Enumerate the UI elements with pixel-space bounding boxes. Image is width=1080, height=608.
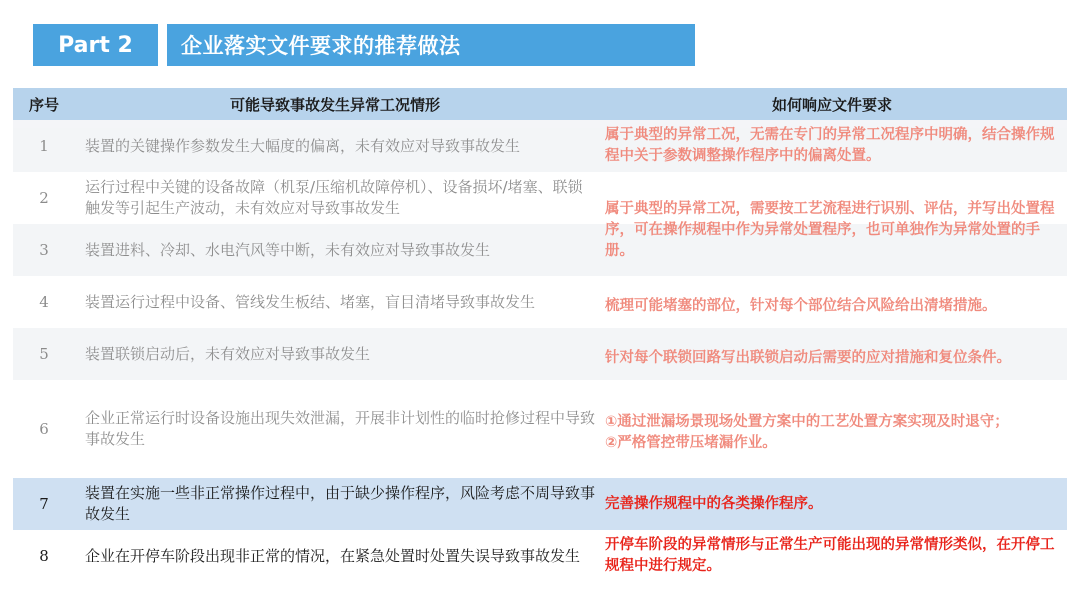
response-text: 梳理可能堵塞的部位，针对每个部位结合风险给出清堵措施。	[605, 297, 997, 314]
row-number: 7	[39, 494, 49, 513]
row-situation: 企业正常运行时设备设施出现失效泄漏，开展非计划性的临时抢修过程中导致事故发生	[85, 409, 596, 448]
response-7	[595, 478, 1067, 530]
response-text: 针对每个联锁回路写出联锁启动后需要的应对措施和复位条件。	[605, 349, 1011, 366]
response-text: 完善操作规程中的各类操作程序。	[605, 495, 823, 512]
recommendation-table	[13, 88, 1067, 582]
header-situation: 可能导致事故发生异常工况情形	[229, 95, 440, 114]
table-body	[13, 120, 1067, 582]
row-number: 4	[39, 292, 49, 311]
response-text: 开停车阶段的异常情形与正常生产可能出现的异常情形类似，在开停工规程中进行规定。	[605, 537, 1055, 574]
row-number: 8	[39, 546, 49, 565]
header-number: 序号	[28, 95, 59, 114]
row-number: 3	[39, 240, 49, 259]
row-situation: 运行过程中关键的设备故障（机泵/压缩机故障停机）、设备损坏/堵塞、联锁触发等引起生产波动，未有效应对导致事故发生	[85, 178, 583, 217]
row-situation: 装置进料、冷却、水电汽风等中断，未有效应对导致事故发生	[85, 240, 491, 259]
row-number: 2	[39, 188, 49, 207]
response-2-3	[595, 180, 1067, 280]
table-header	[13, 88, 1067, 120]
response-text: 属于典型的异常工况，无需在专门的异常工况程序中明确，结合操作规程中关于参数调整操作程序中的偏离处置。	[605, 127, 1055, 164]
part-label: Part 2	[33, 24, 158, 66]
response-text: ②严格管控带压堵漏作业。	[605, 435, 777, 451]
row-situation: 企业在开停车阶段出现非正常的情况，在紧急处置时处置失误导致事故发生	[85, 546, 581, 565]
response-text: ①通过泄漏场景现场处置方案中的工艺处置方案实现及时退守；	[605, 414, 1009, 430]
response-text: 属于典型的异常工况，需要按工艺流程进行识别、评估，并写出处置程序，可在操作规程中作为异常处置程序，也可单独作为异常处置的手册。	[605, 200, 1055, 259]
row-situation: 装置运行过程中设备、管线发生板结、堵塞，盲目清堵导致事故发生	[85, 292, 536, 311]
header-response: 如何响应文件要求	[771, 95, 892, 114]
response-5	[595, 332, 1067, 384]
page-title: 企业落实文件要求的推荐做法	[167, 24, 695, 66]
row-situation: 装置的关键操作参数发生大幅度的偏离，未有效应对导致事故发生	[85, 136, 521, 155]
row-number: 6	[39, 419, 49, 438]
response-1	[595, 122, 1067, 170]
row-number: 5	[39, 344, 49, 363]
response-6	[595, 386, 1067, 480]
row-number: 1	[39, 136, 49, 155]
response-4	[595, 280, 1067, 332]
row-situation: 装置在实施一些非正常操作过程中，由于缺少操作程序，风险考虑不周导致事故发生	[85, 484, 596, 523]
row-situation: 装置联锁启动后，未有效应对导致事故发生	[85, 344, 371, 363]
response-8	[595, 530, 1067, 582]
